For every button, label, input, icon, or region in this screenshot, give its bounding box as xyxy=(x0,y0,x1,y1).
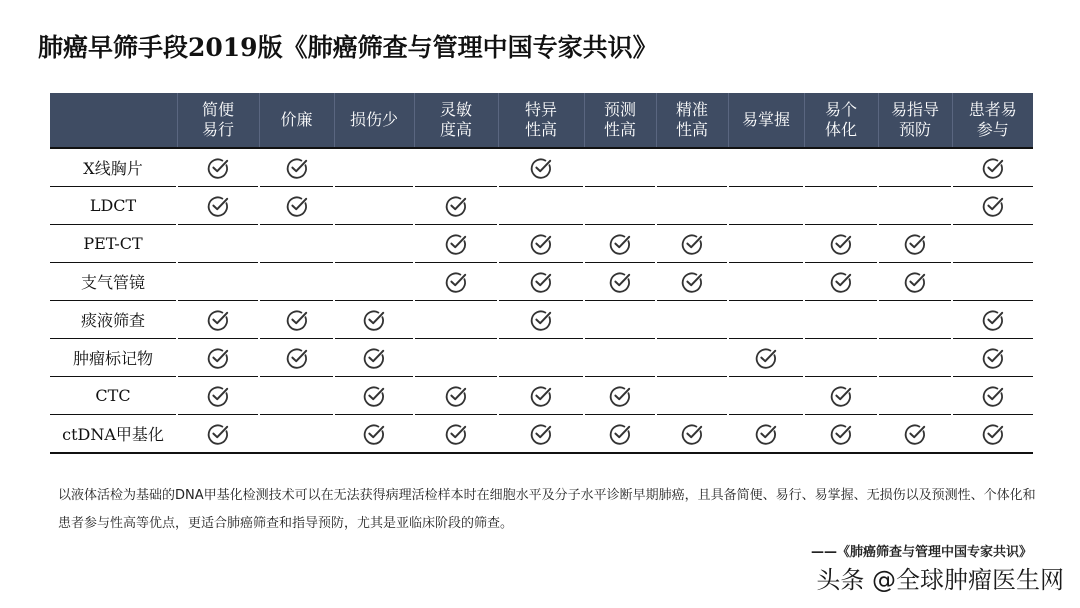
check-circle-icon xyxy=(529,384,553,408)
check-circle-icon xyxy=(529,270,553,294)
check-circle-icon xyxy=(444,422,468,446)
checked-cell xyxy=(414,377,498,415)
check-circle-icon xyxy=(529,422,553,446)
checked-cell xyxy=(259,148,334,187)
check-circle-icon xyxy=(285,346,309,370)
checked-cell xyxy=(656,225,728,263)
check-circle-icon xyxy=(608,232,632,256)
empty-cell xyxy=(656,187,728,225)
checked-cell xyxy=(952,377,1033,415)
column-header-line: 患者易 xyxy=(968,100,1017,119)
column-header-line: 灵敏 xyxy=(439,100,472,119)
checked-cell xyxy=(334,377,414,415)
column-header-line: 易指导 xyxy=(890,100,939,119)
checked-cell xyxy=(952,415,1033,454)
empty-cell xyxy=(804,301,878,339)
checked-cell xyxy=(498,148,584,187)
empty-cell xyxy=(334,225,414,263)
checked-cell xyxy=(584,377,656,415)
checked-cell xyxy=(656,415,728,454)
check-circle-icon xyxy=(206,422,230,446)
empty-cell xyxy=(728,148,804,187)
checked-cell xyxy=(259,301,334,339)
check-circle-icon xyxy=(206,194,230,218)
footnote-text: 以液体活检为基础的DNA甲基化检测技术可以在无法获得病理活检样本时在细胞水平及分子水平诊断早期肺癌，且具备简便、易行、易掌握、无损伤以及预测性、个体化和患者参与性高等优点，更适合肺癌筛查和指导预防，尤其是亚临床阶段的筛查。 xyxy=(58,488,1036,531)
column-header xyxy=(656,93,728,148)
check-circle-icon xyxy=(981,422,1005,446)
checked-cell xyxy=(584,263,656,301)
check-circle-icon xyxy=(829,232,853,256)
checked-cell xyxy=(414,187,498,225)
empty-cell xyxy=(728,187,804,225)
column-header-line: 性高 xyxy=(524,120,557,139)
empty-cell xyxy=(804,187,878,225)
checked-cell xyxy=(177,339,259,377)
checked-cell xyxy=(804,377,878,415)
empty-cell xyxy=(259,263,334,301)
check-circle-icon xyxy=(362,308,386,332)
check-circle-icon xyxy=(444,384,468,408)
check-circle-icon xyxy=(680,422,704,446)
checked-cell xyxy=(952,301,1033,339)
checked-cell xyxy=(584,415,656,454)
row-label: 痰液筛查 xyxy=(50,301,177,339)
check-circle-icon xyxy=(608,384,632,408)
checked-cell xyxy=(584,225,656,263)
column-header-line: 预防 xyxy=(898,120,931,139)
check-circle-icon xyxy=(608,422,632,446)
check-circle-icon xyxy=(362,346,386,370)
check-circle-icon xyxy=(829,270,853,294)
table-row xyxy=(50,263,1033,301)
empty-cell xyxy=(334,263,414,301)
check-circle-icon xyxy=(608,270,632,294)
checked-cell xyxy=(177,415,259,454)
row-label: X线胸片 xyxy=(50,148,177,187)
check-circle-icon xyxy=(680,270,704,294)
table-row xyxy=(50,187,1033,225)
column-header-line: 参与 xyxy=(976,120,1009,139)
check-circle-icon xyxy=(444,232,468,256)
empty-cell xyxy=(177,263,259,301)
empty-cell xyxy=(656,148,728,187)
row-label: 支气管镜 xyxy=(50,263,177,301)
row-label: 肿瘤标记物 xyxy=(50,339,177,377)
checked-cell xyxy=(177,187,259,225)
page-title: 肺癌早筛手段2019版《肺癌筛查与管理中国专家共识》 xyxy=(38,33,658,62)
row-label: LDCT xyxy=(50,187,177,225)
check-circle-icon xyxy=(285,308,309,332)
column-header-line: 易个 xyxy=(824,100,857,119)
check-circle-icon xyxy=(903,232,927,256)
checked-cell xyxy=(804,225,878,263)
checked-cell xyxy=(498,377,584,415)
table-row xyxy=(50,339,1033,377)
empty-cell xyxy=(952,225,1033,263)
empty-cell xyxy=(952,263,1033,301)
column-header-line: 易掌握 xyxy=(741,110,790,129)
row-label: ctDNA甲基化 xyxy=(50,415,177,454)
empty-cell xyxy=(334,187,414,225)
checked-cell xyxy=(656,263,728,301)
row-label: CTC xyxy=(50,377,177,415)
checked-cell xyxy=(804,415,878,454)
check-circle-icon xyxy=(981,384,1005,408)
checked-cell xyxy=(259,187,334,225)
empty-cell xyxy=(259,415,334,454)
checked-cell xyxy=(177,301,259,339)
header-corner xyxy=(50,93,177,148)
column-header-line: 度高 xyxy=(439,120,472,139)
screening-methods-table xyxy=(50,93,1033,454)
check-circle-icon xyxy=(829,422,853,446)
check-circle-icon xyxy=(754,346,778,370)
column-header-line: 简便 xyxy=(201,100,234,119)
watermark-text: 头条 @全球肿瘤医生网 xyxy=(816,566,1064,594)
column-header-line: 价廉 xyxy=(280,110,313,129)
checked-cell xyxy=(334,339,414,377)
empty-cell xyxy=(177,225,259,263)
checked-cell xyxy=(414,415,498,454)
checked-cell xyxy=(498,301,584,339)
checked-cell xyxy=(878,415,952,454)
check-circle-icon xyxy=(529,156,553,180)
column-header xyxy=(177,93,259,148)
check-circle-icon xyxy=(529,308,553,332)
empty-cell xyxy=(414,339,498,377)
checked-cell xyxy=(498,415,584,454)
row-label: PET-CT xyxy=(50,225,177,263)
empty-cell xyxy=(728,225,804,263)
column-header-line: 体化 xyxy=(824,120,857,139)
check-circle-icon xyxy=(981,346,1005,370)
column-header xyxy=(498,93,584,148)
check-circle-icon xyxy=(829,384,853,408)
column-header-line: 精准 xyxy=(675,100,708,119)
check-circle-icon xyxy=(362,422,386,446)
table-row xyxy=(50,415,1033,454)
table-body xyxy=(50,148,1033,453)
checked-cell xyxy=(334,301,414,339)
checked-cell xyxy=(498,225,584,263)
empty-cell xyxy=(728,377,804,415)
empty-cell xyxy=(334,148,414,187)
column-header xyxy=(952,93,1033,148)
empty-cell xyxy=(584,301,656,339)
check-circle-icon xyxy=(529,232,553,256)
empty-cell xyxy=(584,187,656,225)
empty-cell xyxy=(414,301,498,339)
empty-cell xyxy=(878,187,952,225)
check-circle-icon xyxy=(981,194,1005,218)
empty-cell xyxy=(414,148,498,187)
column-header xyxy=(728,93,804,148)
checked-cell xyxy=(878,225,952,263)
checked-cell xyxy=(177,377,259,415)
empty-cell xyxy=(584,339,656,377)
table-header xyxy=(50,93,1033,148)
check-circle-icon xyxy=(444,194,468,218)
column-header-line: 预测 xyxy=(603,100,636,119)
checked-cell xyxy=(259,339,334,377)
column-header-line: 性高 xyxy=(675,120,708,139)
empty-cell xyxy=(804,148,878,187)
check-circle-icon xyxy=(444,270,468,294)
empty-cell xyxy=(259,225,334,263)
check-circle-icon xyxy=(362,384,386,408)
table-row xyxy=(50,377,1033,415)
empty-cell xyxy=(804,339,878,377)
column-header-line: 易行 xyxy=(201,120,234,139)
table-row xyxy=(50,148,1033,187)
check-circle-icon xyxy=(754,422,778,446)
checked-cell xyxy=(804,263,878,301)
empty-cell xyxy=(728,301,804,339)
column-header xyxy=(414,93,498,148)
checked-cell xyxy=(334,415,414,454)
table-row xyxy=(50,225,1033,263)
column-header-line: 特异 xyxy=(524,100,557,119)
check-circle-icon xyxy=(206,384,230,408)
empty-cell xyxy=(259,377,334,415)
column-header xyxy=(878,93,952,148)
checked-cell xyxy=(414,225,498,263)
check-circle-icon xyxy=(981,308,1005,332)
check-circle-icon xyxy=(680,232,704,256)
empty-cell xyxy=(498,339,584,377)
check-circle-icon xyxy=(285,156,309,180)
checked-cell xyxy=(952,339,1033,377)
check-circle-icon xyxy=(903,422,927,446)
empty-cell xyxy=(584,148,656,187)
empty-cell xyxy=(728,263,804,301)
empty-cell xyxy=(656,301,728,339)
checked-cell xyxy=(878,263,952,301)
column-header xyxy=(584,93,656,148)
checked-cell xyxy=(177,148,259,187)
checked-cell xyxy=(952,187,1033,225)
empty-cell xyxy=(656,339,728,377)
check-circle-icon xyxy=(206,156,230,180)
check-circle-icon xyxy=(206,308,230,332)
check-circle-icon xyxy=(206,346,230,370)
checked-cell xyxy=(728,415,804,454)
empty-cell xyxy=(656,377,728,415)
checked-cell xyxy=(498,263,584,301)
check-circle-icon xyxy=(285,194,309,218)
check-circle-icon xyxy=(903,270,927,294)
column-header xyxy=(259,93,334,148)
empty-cell xyxy=(498,187,584,225)
empty-cell xyxy=(878,377,952,415)
column-header-line: 损伤少 xyxy=(349,110,398,129)
empty-cell xyxy=(878,339,952,377)
column-header xyxy=(334,93,414,148)
source-citation: ——《肺癌筛查与管理中国专家共识》 xyxy=(810,545,1032,560)
column-header-line: 性高 xyxy=(603,120,636,139)
empty-cell xyxy=(878,148,952,187)
checked-cell xyxy=(952,148,1033,187)
checked-cell xyxy=(728,339,804,377)
check-circle-icon xyxy=(981,156,1005,180)
table-row xyxy=(50,301,1033,339)
checked-cell xyxy=(414,263,498,301)
empty-cell xyxy=(878,301,952,339)
column-header xyxy=(804,93,878,148)
